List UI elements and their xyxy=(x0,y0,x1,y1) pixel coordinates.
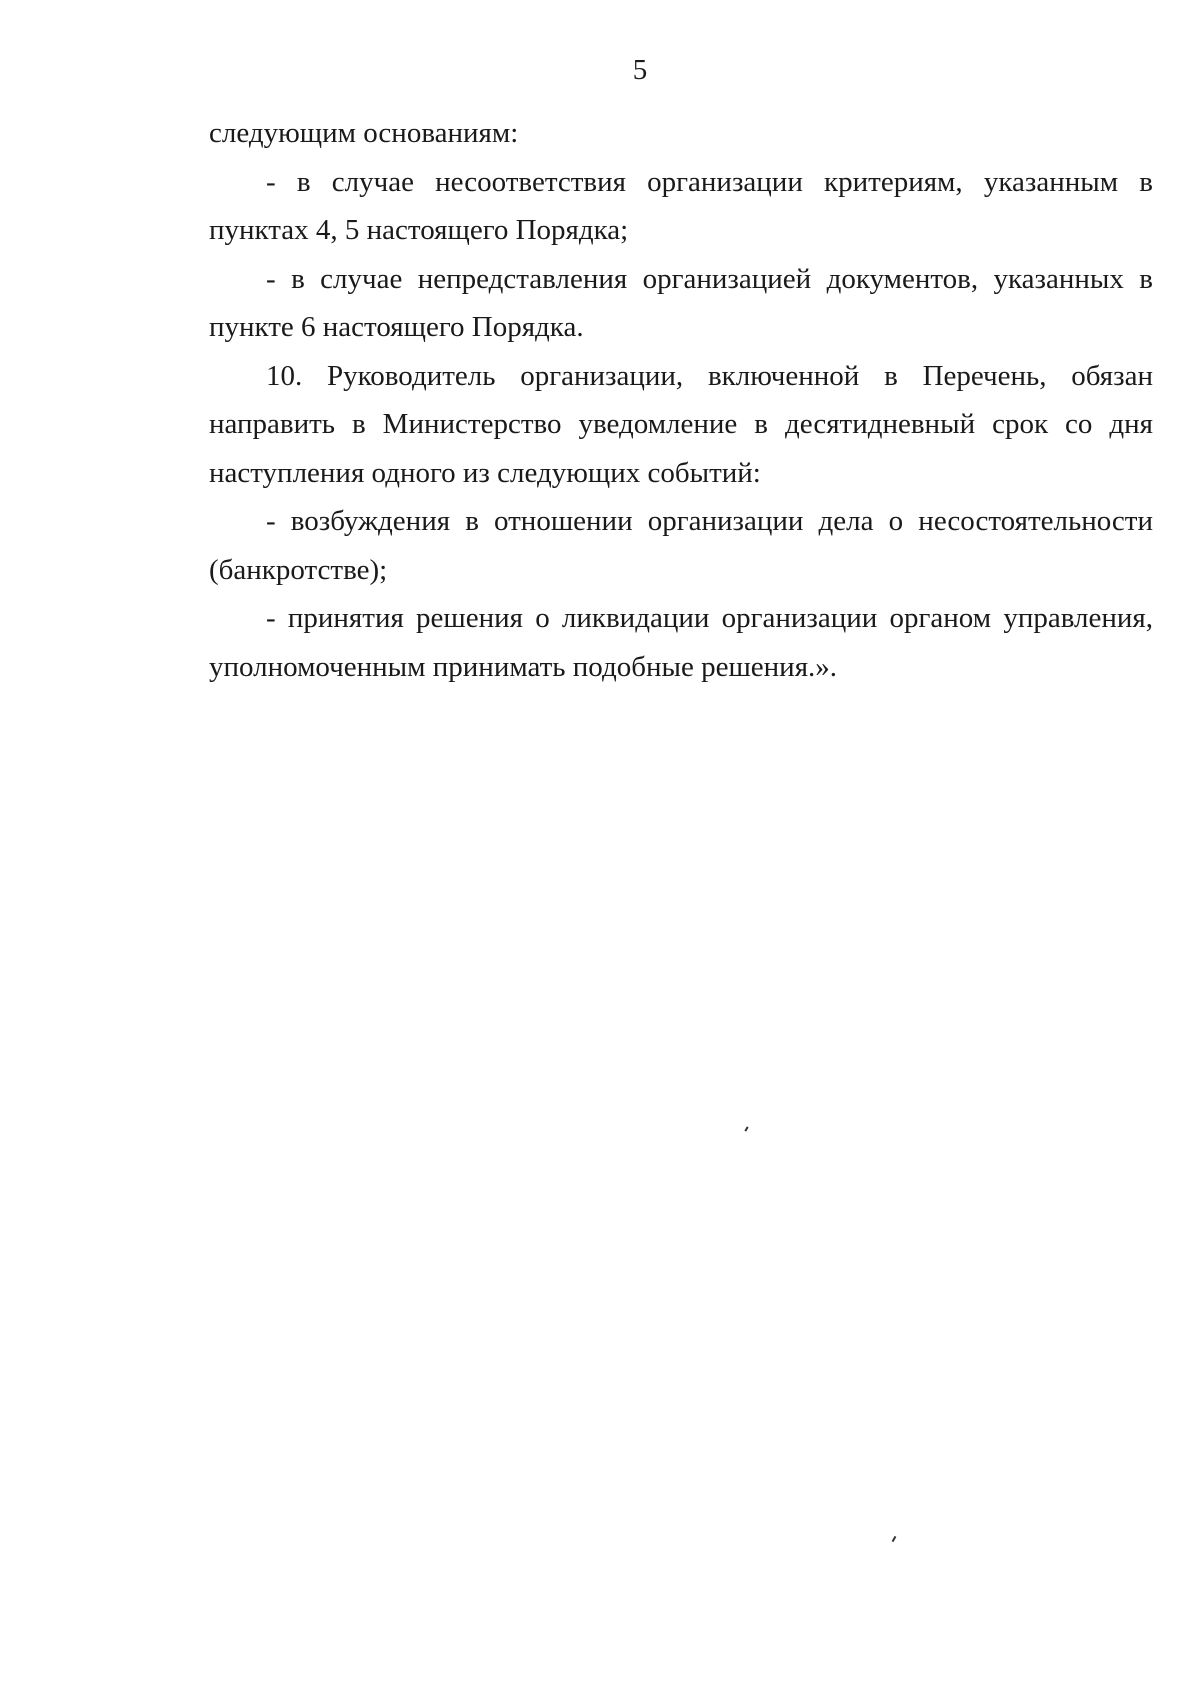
paragraph-continuation: следующим основаниям: xyxy=(209,117,519,149)
paragraph-documents-missing: - в случае непредставления организацией документов, указанных в пункте 6 настоящего Порядка. xyxy=(209,262,1153,343)
paragraph-liquidation: - принятия решения о ликвидации организации органом управления, уполномоченным принимать подобные решения.». xyxy=(209,602,1153,683)
page-number: 5 xyxy=(632,54,648,86)
document-body xyxy=(209,109,1153,691)
scan-speck xyxy=(892,1536,897,1542)
scan-speck xyxy=(744,1126,748,1131)
paragraph-criteria-mismatch: - в случае несоответствия организации критериям, указанным в пунктах 4, 5 настоящего Порядка; xyxy=(209,165,1153,246)
paragraph-bankruptcy: - возбуждения в отношении организации дела о несостоятельности (банкротстве); xyxy=(209,505,1153,586)
paragraph-item-10: 10. Руководитель организации, включенной в Перечень, обязан направить в Министерство уведомление в десятидневный срок со дня наступления одного из следующих событий: xyxy=(209,359,1153,489)
